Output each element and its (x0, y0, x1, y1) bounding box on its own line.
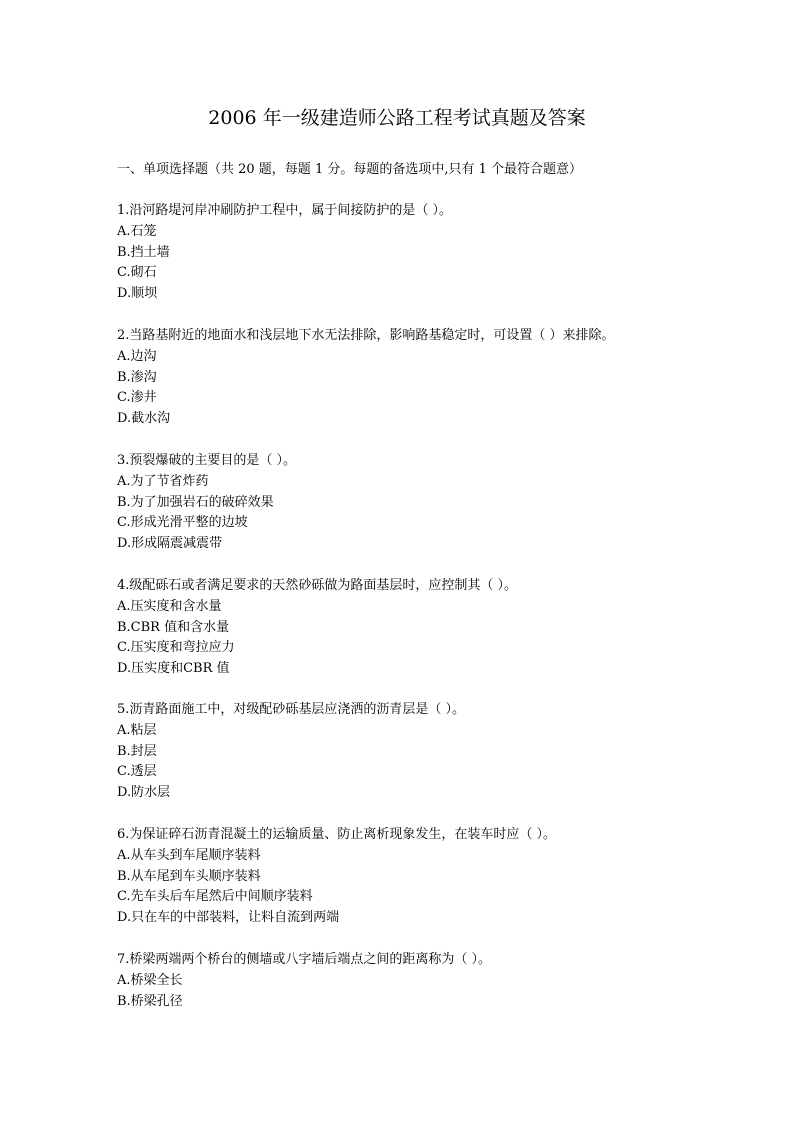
option-c: C.压实度和弯拉应力 (117, 640, 235, 656)
option-a: A.边沟 (117, 348, 157, 364)
option-c: C.砌石 (117, 265, 157, 281)
option-a: A.压实度和含水量 (117, 598, 222, 614)
question-3 (117, 451, 717, 555)
option-a: A.为了节省炸药 (117, 473, 209, 489)
question-stem: 7.桥梁两端两个桥台的侧墙或八字墙后端点之间的距离称为（ ）。 (117, 952, 492, 967)
question-1 (117, 201, 717, 305)
option-c: C.渗井 (117, 390, 157, 406)
question-stem: 4.级配砾石或者满足要求的天然砂砾做为路面基层时，应控制其（ ）。 (117, 578, 518, 593)
option-d: D.顺坝 (117, 286, 158, 302)
document-title: 2006 年一级建造师公路工程考试真题及答案 (208, 107, 586, 129)
option-d: D.防水层 (117, 785, 171, 801)
question-5 (117, 700, 717, 804)
option-b: B.挡土墙 (117, 244, 170, 260)
question-stem: 3.预裂爆破的主要目的是（ ）。 (117, 453, 297, 468)
option-a: A.桥梁全长 (117, 972, 183, 988)
option-d: D.压实度和CBR 值 (117, 661, 230, 677)
option-d: D.截水沟 (117, 411, 171, 427)
option-c: C.形成光滑平整的边坡 (117, 515, 248, 531)
question-4 (117, 576, 717, 680)
option-b: B.为了加强岩石的破碎效果 (117, 494, 274, 510)
question-stem: 1.沿河路堤河岸冲刷防护工程中，属于间接防护的是（ ）。 (117, 203, 453, 218)
option-b: B.从车尾到车头顺序装料 (117, 868, 261, 884)
option-d: D.形成隔震减震带 (117, 536, 223, 552)
option-b: B.封层 (117, 743, 157, 759)
option-b: B.桥梁孔径 (117, 993, 183, 1009)
question-6 (117, 825, 717, 929)
question-7 (117, 950, 717, 1012)
option-b: B.渗沟 (117, 369, 157, 385)
option-d: D.只在车的中部装料，让料自流到两端 (117, 910, 340, 926)
question-stem: 2.当路基附近的地面水和浅层地下水无法排除，影响路基稳定时，可设置（ ）来排除。 (117, 328, 615, 343)
section-heading: 一、单项选择题（共 20 题，每题 1 分。每题的备选项中,只有 1 个最符合题意） (117, 162, 583, 177)
option-a: A.石笼 (117, 223, 157, 239)
question-stem: 5.沥青路面施工中，对级配砂砾基层应浇洒的沥青层是（ ）。 (117, 702, 466, 717)
option-b: B.CBR 值和含水量 (117, 619, 230, 635)
option-a: A.从车头到车尾顺序装料 (117, 847, 261, 863)
question-2 (117, 326, 717, 430)
option-c: C.先车头后车尾然后中间顺序装料 (117, 889, 313, 905)
question-stem: 6.为保证碎石沥青混凝土的运输质量、防止离析现象发生，在装车时应（ ）。 (117, 827, 557, 842)
option-c: C.透层 (117, 764, 157, 780)
option-a: A.粘层 (117, 722, 157, 738)
